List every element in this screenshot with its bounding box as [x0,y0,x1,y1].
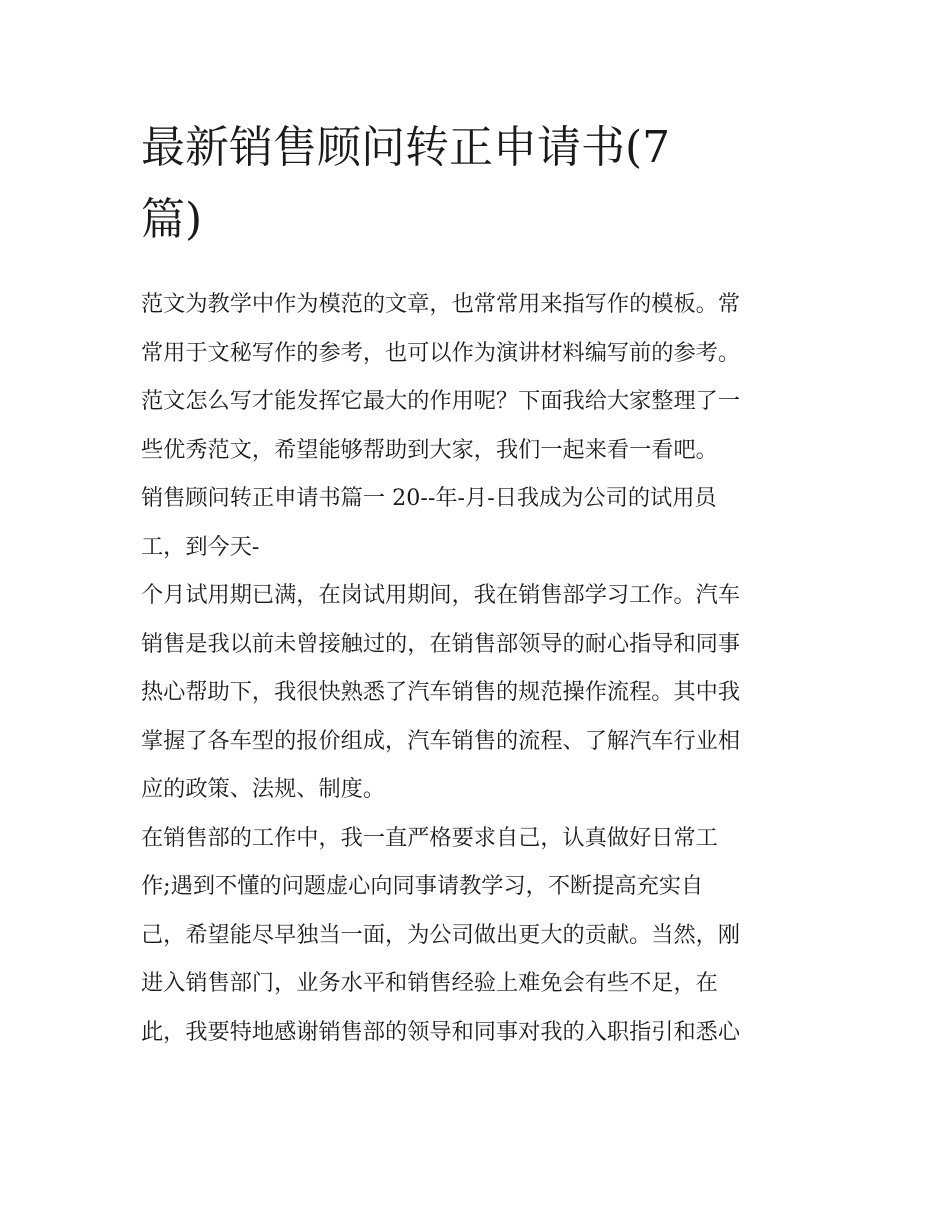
body-line: 销售顾问转正申请书篇一 20--年-月-日我成为公司的试用员 [141,485,717,511]
body-line: 范文怎么写才能发挥它最大的作用呢？下面我给大家整理了一 [141,388,741,414]
document-body [141,280,813,1056]
title-line: 最新销售顾问转正申请书(7 [141,122,671,173]
body-line: 在销售部的工作中，我一直严格要求自己，认真做好日常工 [141,824,718,851]
body-line: 工，到今天- [141,533,260,560]
body-line: 个月试用期已满，在岗试用期间，我在销售部学习工作。汽车 [141,582,741,608]
body-line: 应的政策、法规、制度。 [141,776,386,802]
body-line: 销售是我以前未曾接触过的，在销售部领导的耐心指导和同事 [141,630,741,657]
body-line: 作;遇到不懂的问题虚心向同事请教学习，不断提高充实自 [141,873,704,899]
body-line: 此，我要特地感谢销售部的领导和同事对我的入职指引和悉心 [141,1018,741,1045]
body-line: 进入销售部门，业务水平和销售经验上难免会有些不足，在 [141,970,718,996]
body-line: 范文为教学中作为模范的文章，也常常用来指写作的模板。常 [141,291,741,317]
body-line: 掌握了各车型的报价组成，汽车销售的流程、了解汽车行业相 [141,727,741,754]
body-line: 己，希望能尽早独当一面，为公司做出更大的贡献。当然，刚 [141,921,741,948]
title-line: 篇) [141,194,203,245]
body-line: 常用于文秘写作的参考，也可以作为演讲材料编写前的参考。 [141,339,741,366]
body-line: 热心帮助下，我很快熟悉了汽车销售的规范操作流程。其中我 [141,679,741,705]
body-line: 些优秀范文，希望能够帮助到大家，我们一起来看一看吧。 [141,436,718,463]
document-content [141,112,813,1056]
document-title [141,112,813,256]
